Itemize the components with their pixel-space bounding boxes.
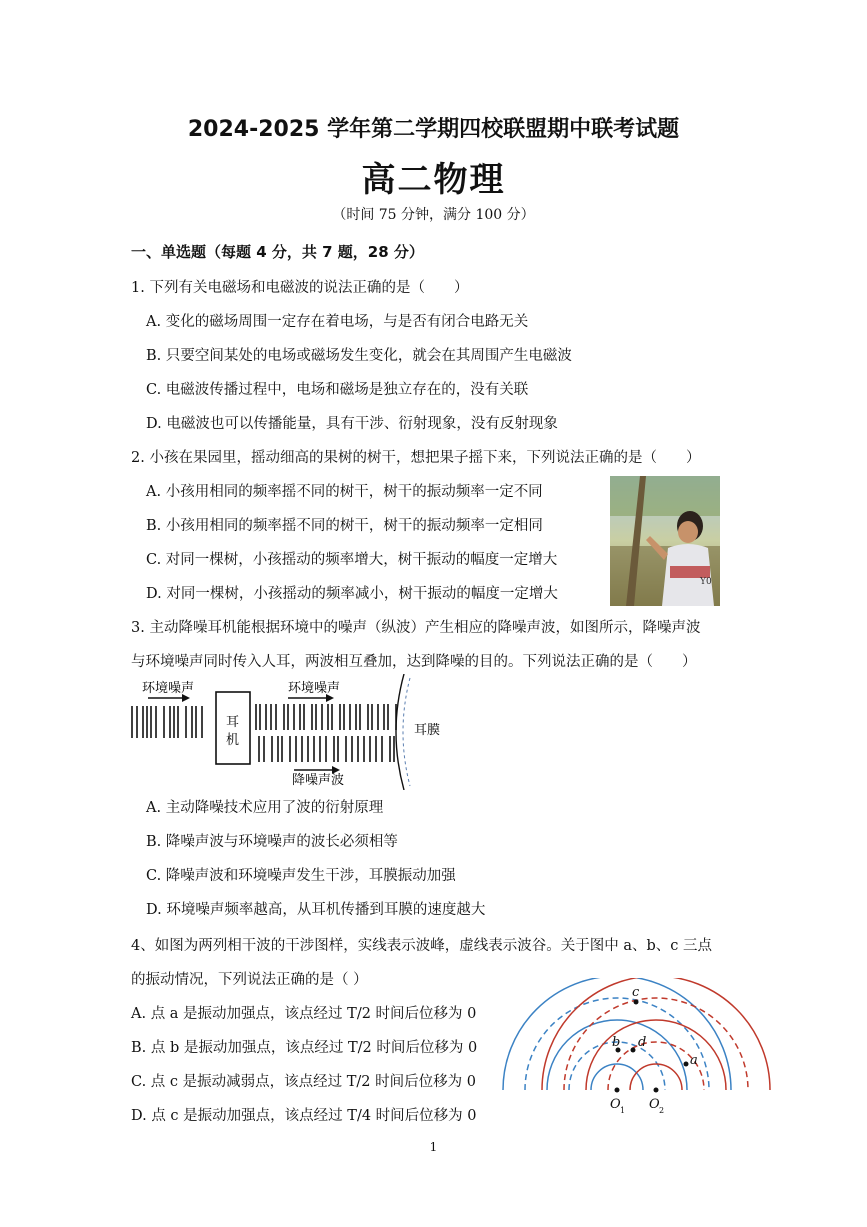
wave2-trough-outer [564, 998, 748, 1090]
wave1-crest-outer [503, 978, 731, 1090]
q3-option-d: D. 环境噪声频率越高，从耳机传播到耳膜的速度越大 [146, 902, 486, 918]
q4-option-d: D. 点 c 是振动加强点，该点经过 T/4 时间后位移为 0 [131, 1108, 477, 1124]
q3-stem-line2: 与环境噪声同时传入人耳，两波相互叠加，达到降噪的目的。下列说法正确的是（ ） [131, 654, 697, 670]
right-noise-lines-top [256, 704, 396, 730]
label-point-c: c [632, 985, 640, 1000]
q1-option-b: B. 只要空间某处的电场或磁场发生变化，就会在其周围产生电磁波 [146, 348, 572, 364]
label-headphone-1: 耳 [226, 715, 240, 730]
page-number: 1 [429, 1140, 438, 1154]
q1-option-a: A. 变化的磁场周围一定存在着电场，与是否有闭合电路无关 [146, 314, 529, 330]
time-note: （时间 75 分钟，满分 100 分） [332, 207, 535, 223]
eardrum-dashed [403, 678, 410, 786]
q2-option-c: C. 对同一棵树，小孩摇动的频率增大，树干振动的幅度一定增大 [146, 552, 558, 568]
interference-figure [500, 978, 775, 1118]
label-noise-left: 环境噪声 [142, 681, 195, 696]
q2-option-b: B. 小孩用相同的频率摇不同的树干，树干的振动频率一定相同 [146, 518, 543, 534]
q2-option-a: A. 小孩用相同的频率摇不同的树干，树干的振动频率一定不同 [146, 484, 543, 500]
source-o1-dot [615, 1088, 620, 1093]
q3-option-c: C. 降噪声波和环境噪声发生干涉，耳膜振动加强 [146, 868, 456, 884]
q4-option-b: B. 点 b 是振动加强点，该点经过 T/2 时间后位移为 0 [131, 1040, 478, 1056]
point-d-dot [631, 1048, 636, 1053]
q1-option-d: D. 电磁波也可以传播能量，具有干涉、衍射现象，没有反射现象 [146, 416, 558, 432]
q3-option-a: A. 主动降噪技术应用了波的衍射原理 [146, 800, 384, 816]
wave2-crest-mid [586, 1020, 726, 1090]
label-source-o2: O [649, 1097, 660, 1112]
left-noise-lines [132, 706, 202, 738]
source-o2-dot [654, 1088, 659, 1093]
label-source-o1: O [610, 1097, 621, 1112]
wave2-crest-outer [542, 978, 770, 1090]
label-point-d: d [638, 1035, 647, 1050]
anti-noise-lines-bottom [259, 736, 394, 762]
wave1-crest-mid [547, 1020, 687, 1090]
wave1-crest-inner [591, 1064, 643, 1090]
shirt-text: Y0 [700, 577, 712, 587]
q4-option-c: C. 点 c 是振动减弱点，该点经过 T/2 时间后位移为 0 [131, 1074, 476, 1090]
label-headphone-2: 机 [226, 733, 240, 748]
q2-option-d: D. 对同一棵树，小孩摇动的频率减小，树干振动的幅度一定增大 [146, 586, 558, 602]
child-tree-photo [610, 476, 720, 606]
q1-option-c: C. 电磁波传播过程中，电场和磁场是独立存在的，没有关联 [146, 382, 529, 398]
q3-stem-line1: 3. 主动降噪耳机能根据环境中的噪声（纵波）产生相应的降噪声波，如图所示，降噪声波 [131, 620, 701, 636]
noise-cancel-figure [126, 674, 466, 790]
label-point-b: b [612, 1035, 621, 1050]
point-a-dot [684, 1062, 689, 1067]
label-eardrum: 耳膜 [414, 723, 441, 738]
label-anti-noise: 降噪声波 [292, 773, 345, 788]
section-heading: 一、单选题（每题 4 分，共 7 题，28 分） [131, 243, 424, 261]
subject-title: 高二物理 [361, 160, 506, 200]
point-c-dot [634, 1000, 639, 1005]
q3-option-b: B. 降噪声波与环境噪声的波长必须相等 [146, 834, 398, 850]
wave2-crest-inner [630, 1064, 682, 1090]
q2-stem: 2. 小孩在果园里，摇动细高的果树的树干，想把果子摇下来，下列说法正确的是（ ） [131, 450, 701, 466]
label-source-o1-sub: 1 [620, 1106, 626, 1115]
label-point-a: a [690, 1053, 698, 1068]
q4-option-a: A. 点 a 是振动加强点，该点经过 T/2 时间后位移为 0 [131, 1006, 477, 1022]
label-source-o2-sub: 2 [659, 1106, 665, 1115]
q1-stem: 1. 下列有关电磁场和电磁波的说法正确的是（ ） [131, 280, 469, 296]
exam-title: 2024-2025 学年第二学期四校联盟期中联考试题 [187, 117, 680, 142]
q4-stem-line2: 的振动情况，下列说法正确的是（ ） [131, 972, 368, 988]
label-noise-right: 环境噪声 [288, 681, 341, 696]
q4-stem-line1: 4、如图为两列相干波的干涉图样，实线表示波峰，虚线表示波谷。关于图中 a、b、c 三点 [131, 938, 712, 954]
